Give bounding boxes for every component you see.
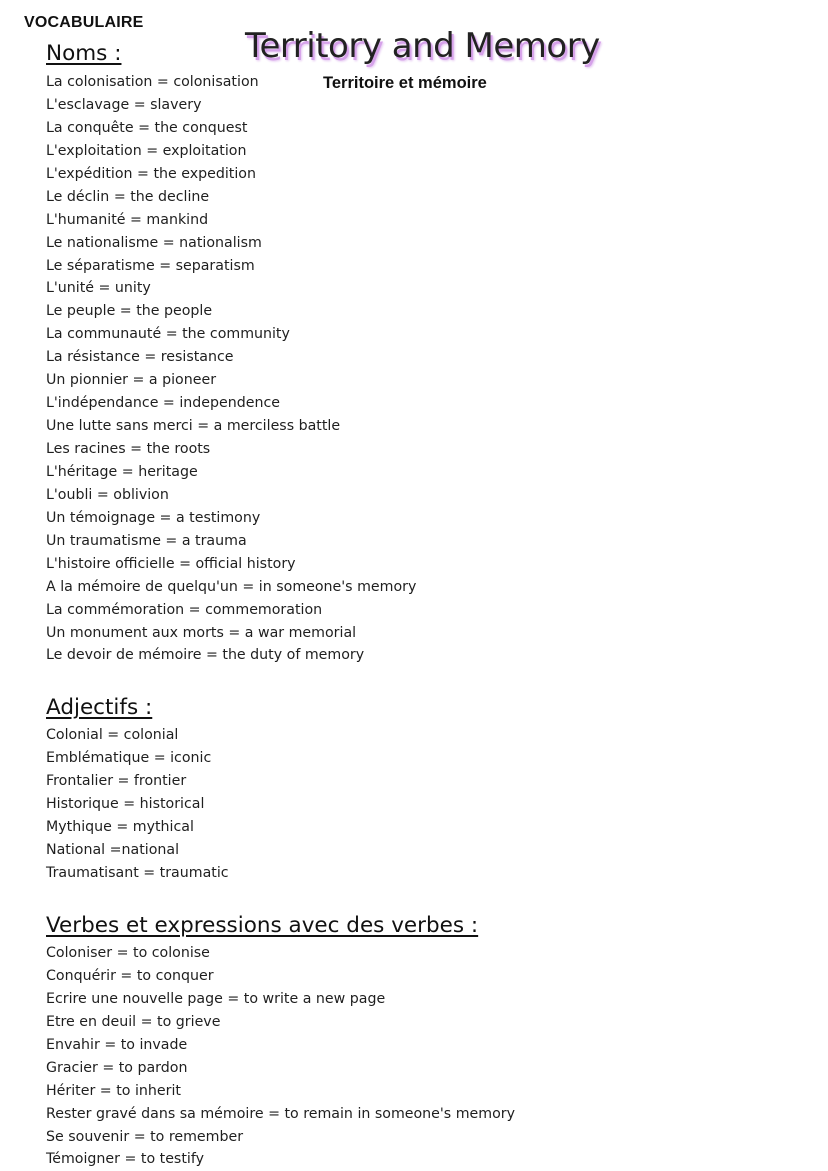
document-label: VOCABULAIRE	[24, 14, 144, 31]
vocab-entry: Le peuple = the people	[46, 303, 213, 320]
vocab-entry: Gracier = to pardon	[46, 1059, 188, 1076]
vocab-entry: L'esclavage = slavery	[46, 96, 202, 113]
vocab-entry: Un traumatisme = a trauma	[46, 532, 247, 549]
vocab-entry: La commémoration = commemoration	[46, 601, 323, 618]
vocab-entry: Un monument aux morts = a war memorial	[46, 624, 357, 641]
vocab-entry: Le nationalisme = nationalism	[46, 234, 262, 251]
vocab-entry: Un pionnier = a pioneer	[46, 372, 217, 389]
vocab-entry: L'héritage = heritage	[46, 463, 198, 480]
vocab-entry: L'expédition = the expedition	[46, 165, 256, 182]
section-heading-noms: Noms :	[46, 41, 122, 66]
vocab-entry: Envahir = to invade	[46, 1036, 188, 1053]
vocab-entry: Rester gravé dans sa mémoire = to remain in someone's memory	[46, 1105, 515, 1122]
vocab-entry: L'histoire officielle = official history	[46, 555, 296, 572]
vocab-entry: Hériter = to inherit	[46, 1082, 181, 1099]
vocab-entry: Conquérir = to conquer	[46, 967, 214, 984]
page-subtitle: Territoire et mémoire	[323, 74, 487, 92]
vocab-entry: Etre en deuil = to grieve	[46, 1013, 221, 1030]
vocab-list-adjectifs	[46, 724, 229, 885]
vocab-entry: La colonisation = colonisation	[46, 74, 259, 90]
vocab-entry: Une lutte sans merci = a merciless battle	[46, 418, 341, 435]
vocab-entry: L'indépendance = independence	[46, 395, 280, 412]
vocab-entry: Historique = historical	[46, 795, 205, 812]
vocab-entry: Le devoir de mémoire = the duty of memory	[46, 647, 365, 664]
vocab-entry: L'unité = unity	[46, 280, 151, 297]
section-adjectifs	[46, 693, 229, 885]
vocab-entry: Se souvenir = to remember	[46, 1128, 244, 1145]
vocab-entry: Coloniser = to colonise	[46, 945, 210, 961]
vocab-entry: L'exploitation = exploitation	[46, 142, 247, 159]
vocab-entry: L'oubli = oblivion	[46, 486, 169, 503]
section-verbes	[46, 911, 515, 1171]
vocab-entry: Frontalier = frontier	[46, 772, 187, 789]
vocab-entry: Un témoignage = a testimony	[46, 509, 261, 526]
vocab-entry: Colonial = colonial	[46, 727, 179, 743]
vocab-entry: La communauté = the community	[46, 326, 290, 343]
section-heading-adjectifs: Adjectifs :	[46, 695, 153, 720]
section-noms	[46, 39, 416, 667]
vocab-entry: Traumatisant = traumatic	[46, 864, 229, 881]
vocab-entry: L'humanité = mankind	[46, 211, 209, 228]
vocab-entry: La résistance = resistance	[46, 349, 234, 366]
vocab-entry: La conquête = the conquest	[46, 119, 248, 136]
vocab-entry: Mythique = mythical	[46, 818, 194, 835]
vocab-entry: Ecrire une nouvelle page = to write a new page	[46, 990, 386, 1007]
section-heading-verbes: Verbes et expressions avec des verbes :	[46, 913, 479, 938]
vocab-entry: A la mémoire de quelqu'un = in someone's memory	[46, 578, 417, 595]
vocab-entry: Emblématique = iconic	[46, 749, 212, 766]
vocab-list-noms	[46, 71, 416, 667]
vocab-list-verbes	[46, 942, 515, 1171]
vocab-entry: Les racines = the roots	[46, 441, 211, 457]
vocab-entry: Le déclin = the decline	[46, 188, 210, 205]
vocab-entry: Témoigner = to testify	[46, 1151, 204, 1168]
page-title: Territory and Memory	[245, 26, 600, 66]
vocab-entry: Le séparatisme = separatism	[46, 257, 255, 274]
vocab-entry: National =national	[46, 841, 180, 858]
